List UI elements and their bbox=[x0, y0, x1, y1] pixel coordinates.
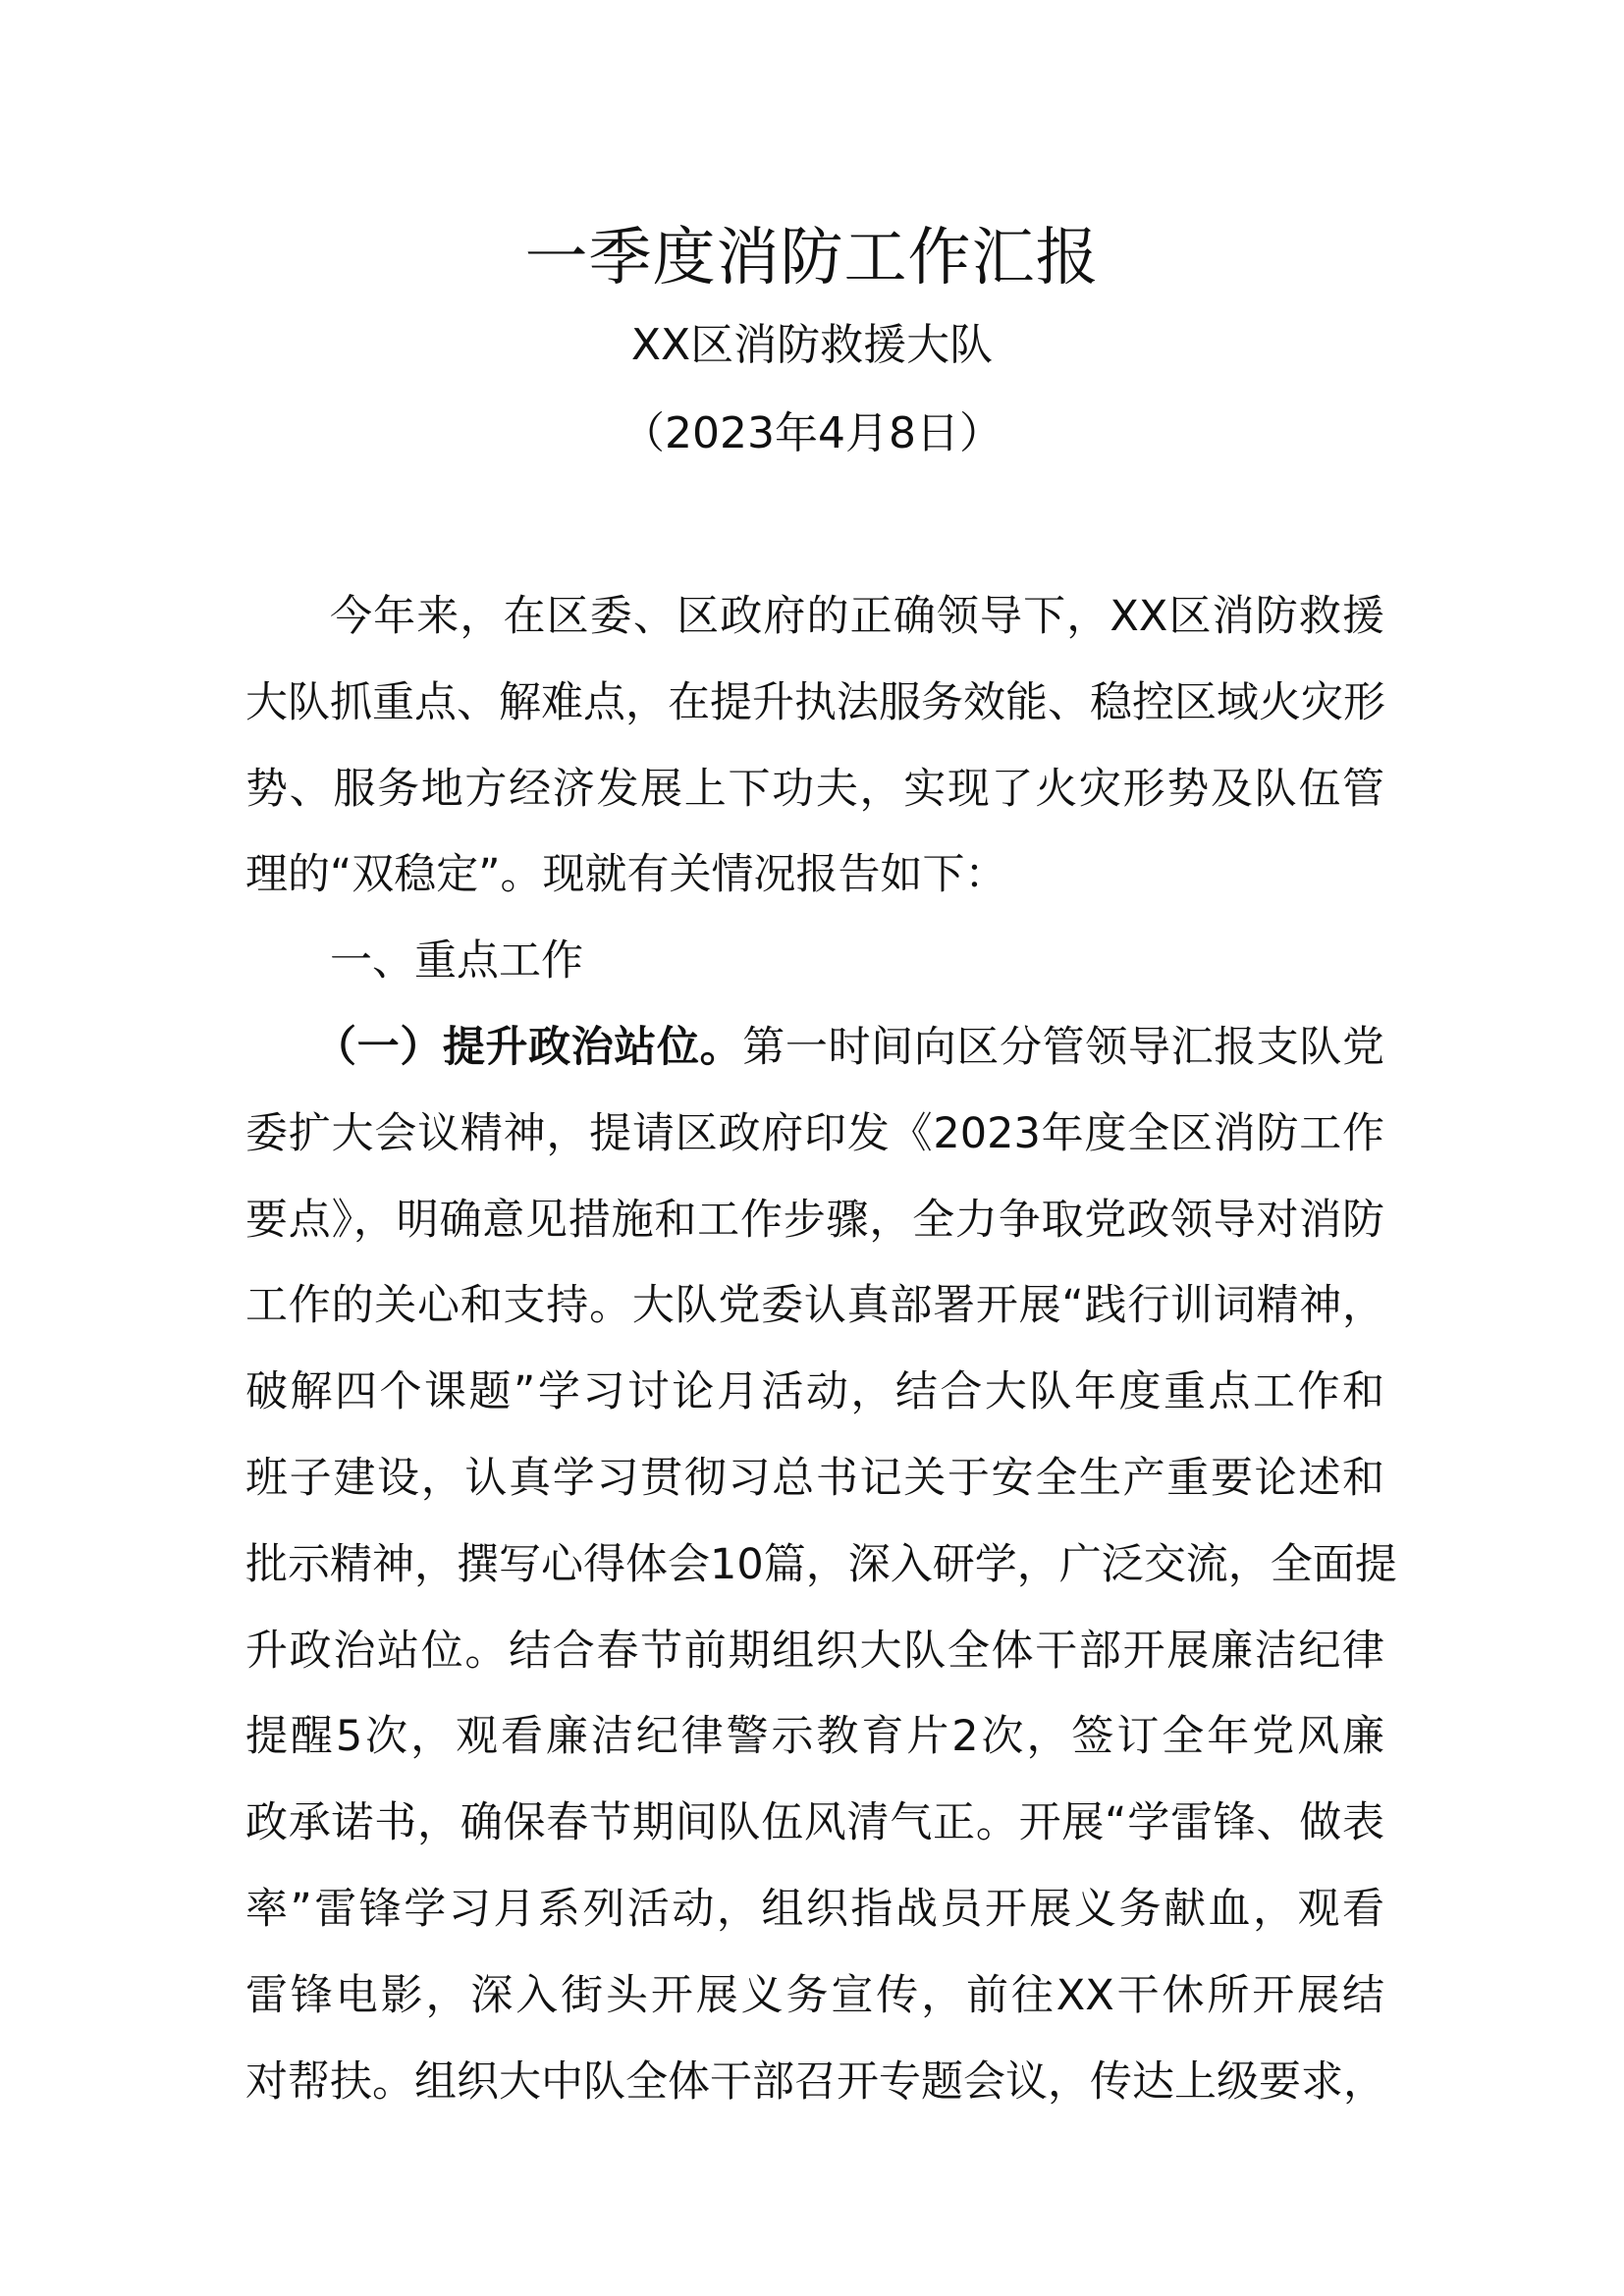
paragraph-line: 升政治站位。结合春节前期组织大队全体干部开展廉洁纪律 bbox=[245, 1626, 1384, 1676]
report-date: （2023年4月8日） bbox=[622, 408, 1002, 458]
paragraph-line: 班子建设，认真学习贯彻习总书记关于安全生产重要论述和 bbox=[245, 1453, 1384, 1503]
paragraph-line: 理的“双稳定”。现就有关情况报告如下： bbox=[245, 850, 1007, 900]
section-heading: 一、重点工作 bbox=[330, 936, 583, 987]
paragraph-line: 委扩大会议精神，提请区政府印发《2023年度全区消防工作 bbox=[245, 1108, 1384, 1158]
subsection-text: 第一时间向区分管领导汇报支队党 bbox=[742, 1022, 1384, 1072]
paragraph-line: 批示精神，撰写心得体会10篇，深入研学，广泛交流，全面提 bbox=[245, 1539, 1397, 1589]
paragraph-line: 工作的关心和支持。大队党委认真部署开展“践行训词精神， bbox=[245, 1281, 1384, 1331]
subsection-first-line bbox=[245, 1005, 1384, 1092]
paragraph-line: 势、服务地方经济发展上下功夫，实现了火灾形势及队伍管 bbox=[245, 764, 1384, 814]
document-body bbox=[245, 574, 1397, 2125]
paragraph-line: 雷锋电影，深入街头开展义务宣传，前往XX干休所开展结 bbox=[245, 1970, 1384, 2020]
subsection-heading: （一）提升政治站位。 bbox=[314, 1022, 743, 1072]
paragraph-line: 大队抓重点、解难点，在提升执法服务效能、稳控区域火灾形 bbox=[245, 677, 1385, 727]
document-title: 一季度消防工作汇报 bbox=[524, 222, 1100, 294]
organization-name: XX区消防救援大队 bbox=[630, 320, 994, 370]
paragraph-line: 率”雷锋学习月系列活动，组织指战员开展义务献血，观看 bbox=[245, 1884, 1384, 1934]
paragraph-line: 提醒5次，观看廉洁纪律警示教育片2次，签订全年党风廉 bbox=[245, 1712, 1384, 1762]
paragraph-line: 今年来，在区委、区政府的正确领导下，XX区消防救援 bbox=[330, 592, 1384, 641]
paragraph-line: 对帮扶。组织大中队全体干部召开专题会议，传达上级要求， bbox=[245, 2056, 1385, 2107]
paragraph-line: 政承诺书，确保春节期间队伍风清气正。开展“学雷锋、做表 bbox=[245, 1798, 1384, 1848]
paragraph-line: 要点》，明确意见措施和工作步骤，全力争取党政领导对消防 bbox=[245, 1195, 1384, 1245]
paragraph-line: 破解四个课题”学习讨论月活动，结合大队年度重点工作和 bbox=[245, 1367, 1384, 1417]
